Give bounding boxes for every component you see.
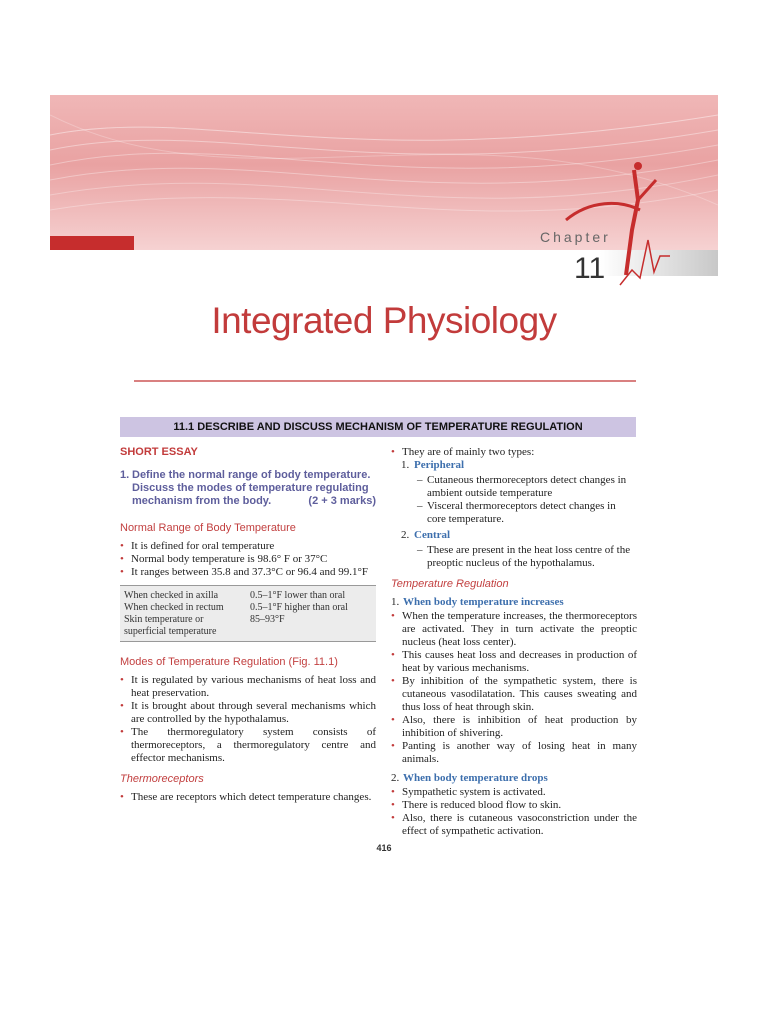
peripheral-label: Peripheral (414, 459, 465, 471)
question-body (132, 469, 376, 508)
types-list (391, 446, 637, 459)
table-cell: Skin temperature or superficial temperature (124, 614, 217, 637)
question-text: Define the normal range of body temperature. Discuss the modes of temperature regulating mechanism from the body. (132, 469, 371, 507)
list-item: • It ranges between 35.8 and 37.3°C or 96.4 and 99.1°F (120, 566, 369, 578)
thermoreceptors-list (120, 791, 376, 804)
peripheral-item: 1. Peripheral (401, 459, 465, 471)
chapter-number: 11 (574, 252, 606, 285)
central-label: Central (414, 529, 451, 541)
list-item: • This causes heat loss and decreases in production of heat by various mechanisms. (391, 649, 637, 674)
list-item: • By inhibition of the sympathetic system, there is cutaneous vasodilatation. This causes sweating and thus loss of heat through skin. (391, 675, 637, 713)
modes-list (120, 674, 376, 765)
chapter-label: Chapter (540, 229, 611, 245)
table-row (120, 614, 376, 642)
temperature-regulation-heading: Temperature Regulation (391, 578, 509, 590)
list-item: • It is brought about through several mechanisms which are controlled by the hypothalamus. (120, 700, 376, 725)
list-item: • Normal body temperature is 98.6° F or 37°C (120, 553, 328, 565)
list-item: • It is defined for oral temperature (120, 540, 275, 552)
table-row (120, 602, 376, 614)
list-item: • There is reduced blood flow to skin. (391, 799, 562, 811)
page-number: 416 (376, 843, 392, 853)
list-item: • The thermoregulatory system consists of thermoreceptors, a thermoregulatory centre and effector mechanisms. (120, 726, 376, 764)
page-title: Integrated Physiology (211, 300, 557, 341)
list-item: – These are present in the heat loss centre of the preoptic nucleus of the hypothalamus. (417, 544, 631, 569)
table-row (120, 586, 376, 603)
normal-range-heading: Normal Range of Body Temperature (120, 522, 296, 534)
increase-list (391, 610, 637, 766)
list-item: – Visceral thermoreceptors detect changes in core temperature. (417, 500, 616, 525)
temperature-table (120, 585, 376, 642)
table-cell: 0.5–1°F higher than oral (250, 602, 348, 613)
list-item: • These are receptors which detect temperature changes. (120, 791, 372, 803)
list-item: • When the temperature increases, the thermoreceptors are activated. They in turn activate the preoptic nucleus (heat loss center). (391, 610, 637, 648)
central-item: 2. Central (401, 529, 451, 541)
increase-label: When body temperature increases (403, 596, 564, 608)
list-item: • They are of mainly two types: (391, 446, 535, 458)
list-item: • Also, there is cutaneous vasoconstriction under the effect of sympathetic activation. (391, 812, 637, 837)
drop-heading: 2. When body temperature drops (391, 772, 548, 784)
table-cell: When checked in axilla (124, 590, 219, 601)
short-essay-label: SHORT ESSAY (120, 446, 198, 458)
table-cell: 85–93°F (250, 614, 285, 625)
modes-heading: Modes of Temperature Regulation (Fig. 11.1) (120, 656, 338, 668)
question-number: 1. (120, 469, 130, 481)
table-cell: 0.5–1°F lower than oral (250, 590, 346, 601)
normal-range-list (120, 540, 376, 579)
drop-list (391, 786, 637, 838)
increase-heading: 1. When body temperature increases (391, 596, 564, 608)
drop-label: When body temperature drops (403, 772, 548, 784)
list-item: • Also, there is inhibition of heat production by inhibition of shivering. (391, 714, 637, 739)
question-marks: (2 + 3 marks) (308, 495, 376, 507)
essay-question (120, 469, 376, 508)
table-cell: When checked in rectum (124, 602, 224, 613)
list-item: – Cutaneous thermoreceptors detect changes in ambient outside temperature (417, 474, 627, 499)
list-item: • Panting is another way of losing heat in many animals. (391, 740, 637, 765)
right-column (391, 446, 637, 844)
banner-red-bar (50, 236, 134, 250)
thermoreceptors-heading: Thermoreceptors (120, 773, 204, 785)
title-divider (134, 380, 636, 382)
list-item: • It is regulated by various mechanisms of heat loss and heat preservation. (120, 674, 376, 699)
list-item: • Sympathetic system is activated. (391, 786, 546, 798)
left-column (120, 446, 376, 810)
section-heading: 11.1 DESCRIBE AND DISCUSS MECHANISM OF TEMPERATURE REGULATION (120, 417, 636, 437)
